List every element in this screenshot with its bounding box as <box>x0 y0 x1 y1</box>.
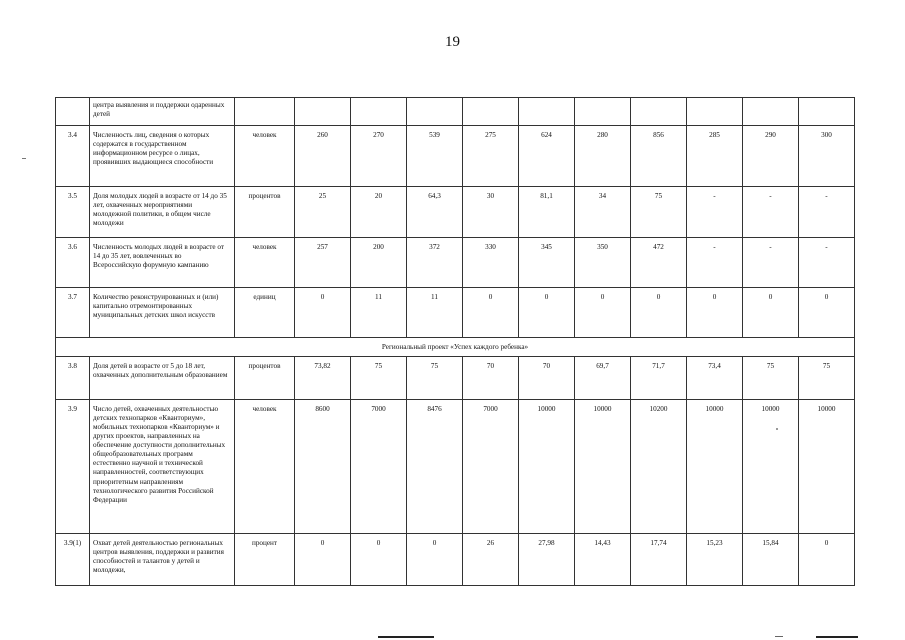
value-cell: 15,84 <box>743 534 799 586</box>
value-cell: 0 <box>463 288 519 338</box>
value-cell: 350 <box>575 238 631 288</box>
value-cell: 624 <box>519 126 575 187</box>
table-row <box>56 238 855 288</box>
indicator-name: Доля детей в возрасте от 5 до 18 лет, охваченных дополнительным образованием <box>90 357 235 400</box>
value-cell <box>463 98 519 126</box>
table-row <box>56 288 855 338</box>
indicators-table <box>55 97 855 586</box>
row-number: 3.4 <box>56 126 90 187</box>
value-cell: 0 <box>407 534 463 586</box>
value-cell <box>631 98 687 126</box>
table-row <box>56 534 855 586</box>
unit-cell: процентов <box>235 357 295 400</box>
value-cell: 0 <box>687 288 743 338</box>
unit-cell: процент <box>235 534 295 586</box>
value-cell: 856 <box>631 126 687 187</box>
page-number: 19 <box>445 34 460 50</box>
value-cell: 200 <box>351 238 407 288</box>
unit-cell: человек <box>235 126 295 187</box>
indicator-name: Количество реконструированных и (или) капитально отремонтированных муниципальных детских школ искусств <box>90 288 235 338</box>
value-cell: 345 <box>519 238 575 288</box>
value-cell: 290 <box>743 126 799 187</box>
value-cell <box>519 98 575 126</box>
row-number: 3.9(1) <box>56 534 90 586</box>
value-cell: 8600 <box>295 400 351 534</box>
value-cell: 25 <box>295 187 351 238</box>
value-cell: 20 <box>351 187 407 238</box>
value-cell <box>295 98 351 126</box>
value-cell: 15,23 <box>687 534 743 586</box>
value-cell: 81,1 <box>519 187 575 238</box>
value-cell: 69,7 <box>575 357 631 400</box>
value-cell: 8476 <box>407 400 463 534</box>
value-cell: 10000 <box>575 400 631 534</box>
value-cell: - <box>743 187 799 238</box>
row-number: 3.9 <box>56 400 90 534</box>
table-row <box>56 187 855 238</box>
value-cell: 270 <box>351 126 407 187</box>
value-cell: 0 <box>351 534 407 586</box>
value-cell: 0 <box>799 288 855 338</box>
value-cell: 472 <box>631 238 687 288</box>
row-number: 3.8 <box>56 357 90 400</box>
value-cell: 26 <box>463 534 519 586</box>
value-cell: - <box>687 238 743 288</box>
value-cell: 275 <box>463 126 519 187</box>
value-cell: 75 <box>351 357 407 400</box>
value-cell: 257 <box>295 238 351 288</box>
value-cell: 75 <box>743 357 799 400</box>
indicator-name: Численность молодых людей в возрасте от 14 до 35 лет, вовлеченных во Всероссийскую форумную кампанию <box>90 238 235 288</box>
value-cell: 71,7 <box>631 357 687 400</box>
value-cell: 11 <box>351 288 407 338</box>
section-row <box>56 338 855 357</box>
row-number: 3.6 <box>56 238 90 288</box>
value-cell: 34 <box>575 187 631 238</box>
value-cell: 70 <box>463 357 519 400</box>
table-row <box>56 126 855 187</box>
footer-rule <box>816 636 858 638</box>
unit-cell <box>235 98 295 126</box>
value-cell: 70 <box>519 357 575 400</box>
value-cell: 0 <box>743 288 799 338</box>
value-cell: - <box>799 238 855 288</box>
indicator-name: Доля молодых людей в возрасте от 14 до 35 лет, охваченных мероприятиями молодежной политики, в общем числе молодежи <box>90 187 235 238</box>
value-cell: 73,4 <box>687 357 743 400</box>
value-cell: 285 <box>687 126 743 187</box>
margin-mark <box>22 158 26 159</box>
value-cell: 539 <box>407 126 463 187</box>
value-cell: 10000 <box>799 400 855 534</box>
indicator-name: Численность лиц, сведения о которых содержатся в государственном информационном ресурсе о лицах, проявивших выдающиеся способности <box>90 126 235 187</box>
value-cell: 7000 <box>351 400 407 534</box>
value-cell <box>799 98 855 126</box>
indicator-name: центра выявления и поддержки одаренных детей <box>90 98 235 126</box>
row-number <box>56 98 90 126</box>
value-cell: 17,74 <box>631 534 687 586</box>
value-cell: 260 <box>295 126 351 187</box>
value-cell: 372 <box>407 238 463 288</box>
indicator-name: Охват детей деятельностью региональных центров выявления, поддержки и развития способностей и талантов у детей и молодежи, <box>90 534 235 586</box>
unit-cell: человек <box>235 238 295 288</box>
unit-cell: процентов <box>235 187 295 238</box>
value-cell: 75 <box>631 187 687 238</box>
table-row <box>56 357 855 400</box>
value-cell: 11 <box>407 288 463 338</box>
value-cell: 0 <box>575 288 631 338</box>
value-cell: 0 <box>799 534 855 586</box>
value-cell: 0 <box>631 288 687 338</box>
row-number: 3.7 <box>56 288 90 338</box>
table-row <box>56 98 855 126</box>
value-cell: 64,3 <box>407 187 463 238</box>
value-cell: 75 <box>799 357 855 400</box>
value-cell: 10200 <box>631 400 687 534</box>
value-cell: 7000 <box>463 400 519 534</box>
value-cell: 330 <box>463 238 519 288</box>
value-cell: 75 <box>407 357 463 400</box>
value-cell: 30 <box>463 187 519 238</box>
row-number: 3.5 <box>56 187 90 238</box>
value-cell: 10000 <box>687 400 743 534</box>
value-cell: - <box>687 187 743 238</box>
section-title: Региональный проект «Успех каждого ребенка» <box>56 338 855 357</box>
unit-cell: человек <box>235 400 295 534</box>
value-cell: 300 <box>799 126 855 187</box>
value-cell: 280 <box>575 126 631 187</box>
value-cell: 0 <box>295 534 351 586</box>
value-cell: 0 <box>295 288 351 338</box>
value-cell <box>575 98 631 126</box>
table-row <box>56 400 855 534</box>
value-cell <box>743 98 799 126</box>
value-cell: 10000 <box>743 400 799 534</box>
unit-cell: единиц <box>235 288 295 338</box>
value-cell <box>687 98 743 126</box>
value-cell <box>351 98 407 126</box>
value-cell: 73,82 <box>295 357 351 400</box>
value-cell: 0 <box>519 288 575 338</box>
footer-rule <box>378 636 434 638</box>
footer-rule <box>775 636 783 637</box>
value-cell: 27,98 <box>519 534 575 586</box>
value-cell: - <box>743 238 799 288</box>
value-cell: - <box>799 187 855 238</box>
indicator-name: Число детей, охваченных деятельностью детских технопарков «Кванториум», мобильных технопарков «Кванториум» и других проектов, направленных на обеспечение доступности дополнительных общеобразовательных программ естественно научной и технической направленностей, соответствующих приоритетным направлениям технологического развития Российской Федерации <box>90 400 235 534</box>
value-cell <box>407 98 463 126</box>
value-cell: 10000 <box>519 400 575 534</box>
value-cell: 14,43 <box>575 534 631 586</box>
